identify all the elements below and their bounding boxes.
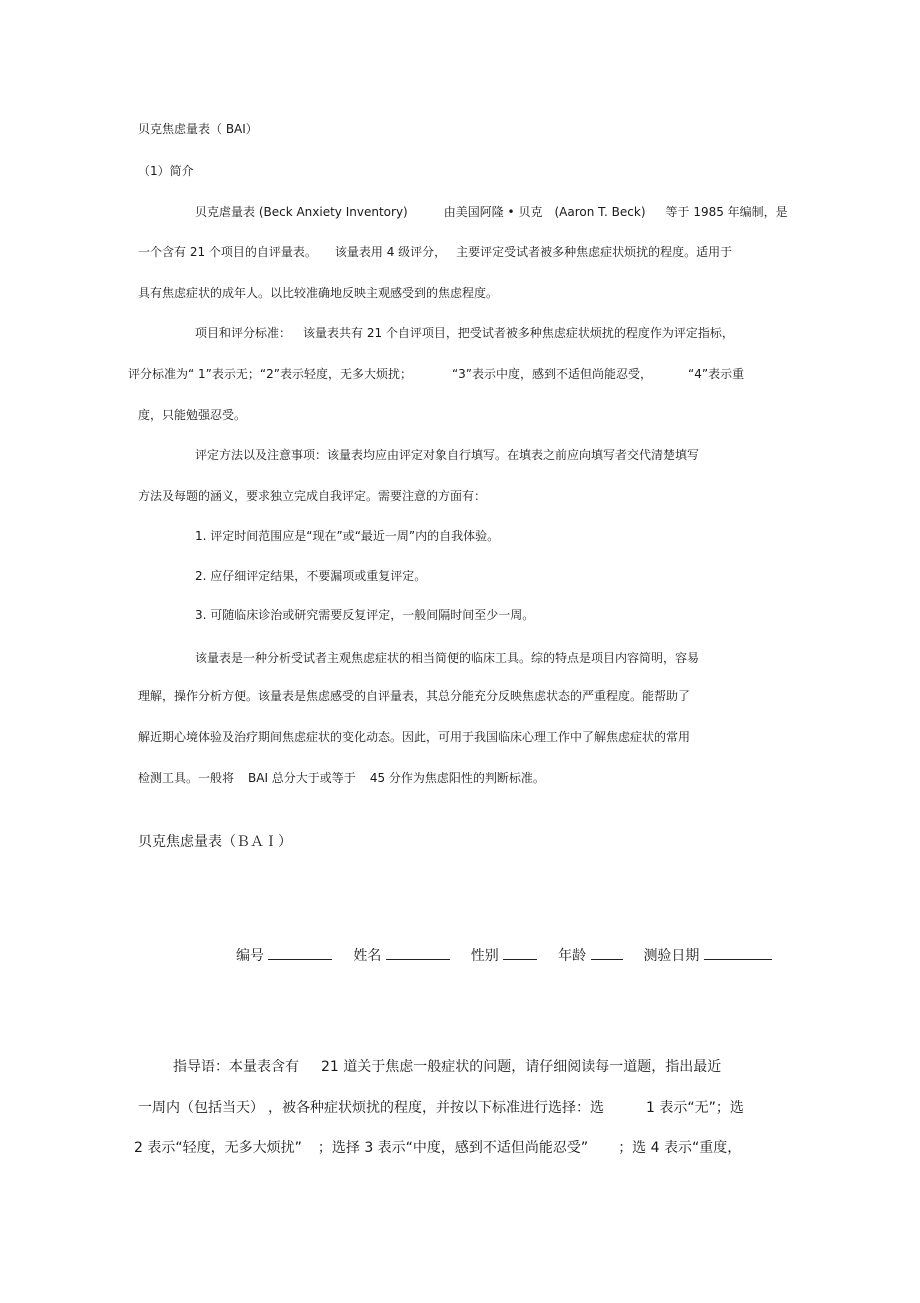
- field-label-number: 编号: [236, 948, 264, 964]
- section-heading: （1）简介: [138, 164, 194, 178]
- text-segment: 等于 1985 年编制，是: [665, 205, 788, 219]
- field-label-date: 测验日期: [643, 948, 700, 964]
- text-segment: 贝克虐量表 (Beck Anxiety Inventory): [195, 205, 408, 219]
- text-segment: 1 表示“无”；选: [646, 1100, 744, 1116]
- guide-line2: [138, 1099, 744, 1117]
- text-segment: 一个含有 21 个项目的自评量表。: [138, 245, 317, 259]
- form-title: 贝克焦虑量表（ＢＡＩ）: [138, 834, 292, 850]
- para1-line1: [195, 204, 788, 220]
- text-segment: 该量表共有 21 个自评项目，把受试者被多种焦虑症状烦扰的程度作为评定指标，: [303, 326, 734, 340]
- text-segment: 21 道关于焦虑一般症状的问题，请仔细阅读每一道题，指出最近: [321, 1059, 722, 1075]
- text-segment: ，被各种症状烦扰的程度，并按以下标准进行选择：选: [268, 1100, 604, 1116]
- text-segment: “4”表示重: [688, 367, 745, 381]
- form-fields-row: [236, 945, 772, 965]
- list-item: 2. 应仔细评定结果，不要漏项或重复评定。: [195, 569, 427, 583]
- text-segment: 该量表用 4 级评分，: [334, 245, 447, 259]
- para3-line2: 方法及每题的涵义，要求独立完成自我评定。需要注意的方面有：: [138, 489, 487, 503]
- field-label-name: 姓名: [353, 948, 382, 964]
- field-label-age: 年龄: [558, 948, 587, 964]
- text-segment: 检测工具。一般将: [138, 771, 235, 785]
- para4-line3: 解近期心境体验及治疗期间焦虑症状的变化动态。因此，可用于我国临床心理工作中了解焦虑症状的常用: [138, 730, 691, 744]
- gender-blank[interactable]: [503, 945, 537, 960]
- guide-line3: [134, 1139, 741, 1157]
- para4-line2: 理解，操作分析方便。该量表是焦虑感受的自评量表，其总分能充分反映焦虑状态的严重程度。能帮助了: [138, 689, 691, 703]
- field-label-gender: 性别: [470, 948, 499, 964]
- text-segment: ；选择 3 表示“中度，感到不适但尚能忍受”: [317, 1140, 589, 1156]
- text-segment: (Aaron T. Beck): [554, 205, 646, 219]
- doc-title: 贝克焦虑量表（ BAI）: [138, 122, 258, 136]
- text-segment: ；选 4 表示“重度，: [618, 1140, 742, 1156]
- text-segment: BAI 总分大于或等于: [248, 771, 356, 785]
- number-blank[interactable]: [268, 945, 332, 960]
- date-blank[interactable]: [704, 945, 772, 960]
- name-blank[interactable]: [386, 945, 450, 960]
- age-blank[interactable]: [591, 945, 623, 960]
- para1-line3: 具有焦虑症状的成年人。以比较准确地反映主观感受到的焦虑程度。: [138, 286, 499, 300]
- text-segment: 2 表示“轻度，无多大烦扰”: [134, 1140, 302, 1156]
- para4-line1: 该量表是一种分析受试者主观焦虑症状的相当简便的临床工具。综的特点是项目内容简明，容易: [195, 651, 700, 665]
- para2-line3: 度，只能勉强忍受。: [138, 408, 247, 422]
- text-segment: 45 分作为焦虑阳性的判断标准。: [369, 771, 545, 785]
- text-segment: 主要评定受试者被多种焦虑症状烦扰的程度。适用于: [456, 245, 733, 259]
- text-segment: 由美国阿隆 • 贝克: [443, 205, 543, 219]
- text-segment: “3”表示中度，感到不适但尚能忍受，: [451, 367, 653, 381]
- list-item: 1. 评定时间范围应是“现在”或“最近一周”内的自我体验。: [195, 529, 500, 543]
- para4-line4: [138, 770, 545, 786]
- list-item: 3. 可随临床诊治或研究需要反复评定，一般间隔时间至少一周。: [195, 608, 535, 622]
- para2-line2: [128, 366, 744, 382]
- para2-line1: [195, 325, 734, 341]
- para3-line1: 评定方法以及注意事项：该量表均应由评定对象自行填写。在填表之前应向填写者交代清楚填写: [195, 448, 700, 462]
- text-segment: 评分标准为“ 1”表示无；“2”表示轻度，无多大烦扰；: [128, 367, 412, 381]
- guide-line1: [173, 1058, 721, 1076]
- text-segment: 指导语：本量表含有: [173, 1059, 299, 1075]
- text-segment: 项目和评分标准：: [195, 326, 292, 340]
- text-segment: 一周内（包括当天）: [138, 1100, 264, 1116]
- para1-line2: [138, 244, 732, 260]
